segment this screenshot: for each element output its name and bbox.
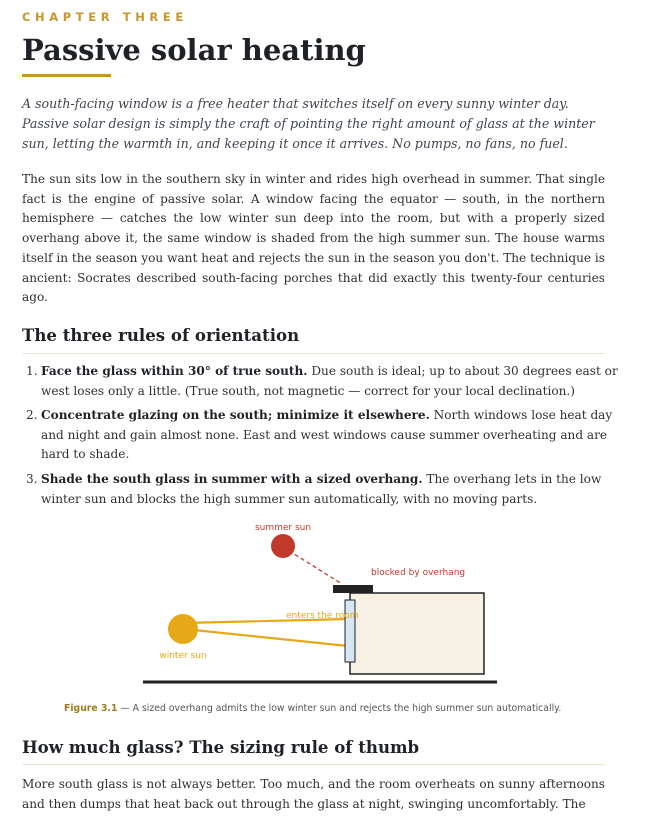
winter-sun-icon bbox=[168, 614, 198, 644]
intro-paragraph: The sun sits low in the southern sky in winter and rides high overhead in summer. That single fact is the engine of passive solar. A window facing the equator — south, in the northern hemisphere — catches the low winter sun deep into the room, but with a properly sized overhang above it, the same window is shaded from the high summer sun. The house warms itself in the season you want heat and rejects the sun in the season you don't. The technique is ancient: Socrates described south-facing porches that did exactly this twenty-four centuries ago. bbox=[22, 172, 605, 305]
figure-caption-label: Figure 3.1 bbox=[64, 703, 118, 714]
room-box bbox=[350, 593, 484, 674]
list-item bbox=[26, 470, 624, 509]
figure-caption bbox=[64, 703, 561, 714]
page-title: Passive solar heating bbox=[22, 33, 366, 67]
summer-sun-label: summer sun bbox=[254, 523, 312, 533]
sizing-paragraph: More south glass is not always better. Too much, and the room overheats on sunny afternoons and then dumps that heat back out through the glass at night, swinging uncomfortably. The bbox=[22, 777, 605, 811]
lede-paragraph: A south-facing window is a free heater that switches itself on every sunny winter day. Passive solar design is simply the craft of pointing the right amount of glass at the winter sun, letting the warmth in, and keeping it once it arrives. No pumps, no fans, no fuel. bbox=[22, 96, 595, 151]
section-divider bbox=[22, 353, 605, 354]
rule-title: Face the glass within 30° of true south. bbox=[41, 364, 308, 378]
list-item bbox=[26, 406, 624, 465]
overhang-diagram bbox=[0, 518, 649, 700]
blocked-label: blocked by overhang bbox=[371, 568, 466, 578]
list-item bbox=[26, 362, 624, 401]
enters-room-label: enters the room bbox=[286, 611, 359, 621]
section-divider bbox=[22, 764, 605, 765]
rule-title: Concentrate glazing on the south; minimize it elsewhere. bbox=[41, 408, 430, 423]
list-number: 2. bbox=[26, 408, 38, 423]
summer-sun-icon bbox=[271, 534, 295, 558]
rule-text: Due south is ideal; up to about 30 degrees east or west loses only a little. (True south, not magnetic — correct for your local declination.) bbox=[41, 364, 618, 398]
orientation-rules-list bbox=[22, 362, 624, 514]
south-window bbox=[345, 600, 355, 662]
list-number: 3. bbox=[26, 471, 38, 486]
title-underline bbox=[22, 74, 111, 77]
figure-overhang-diagram bbox=[0, 518, 649, 723]
rule-title: Shade the south glass in summer with a sized overhang. bbox=[41, 471, 423, 486]
winter-sun-ray-lower bbox=[184, 629, 348, 646]
section-heading-orientation: The three rules of orientation bbox=[22, 325, 300, 345]
chapter-label: CHAPTER THREE bbox=[22, 10, 188, 24]
section-heading-sizing: How much glass? The sizing rule of thumb bbox=[22, 737, 420, 757]
list-number: 1. bbox=[26, 364, 38, 378]
overhang bbox=[333, 585, 373, 593]
rule-text: The overhang lets in the low winter sun and blocks the high summer sun automatically, with no moving parts. bbox=[41, 471, 602, 506]
figure-caption-text: — A sized overhang admits the low winter sun and rejects the high summer sun automatically. bbox=[117, 703, 562, 714]
winter-sun-label: winter sun bbox=[159, 651, 207, 661]
rule-text: North windows lose heat day and night and gain almost none. East and west windows cause summer overheating and are hard to shade. bbox=[41, 408, 613, 462]
